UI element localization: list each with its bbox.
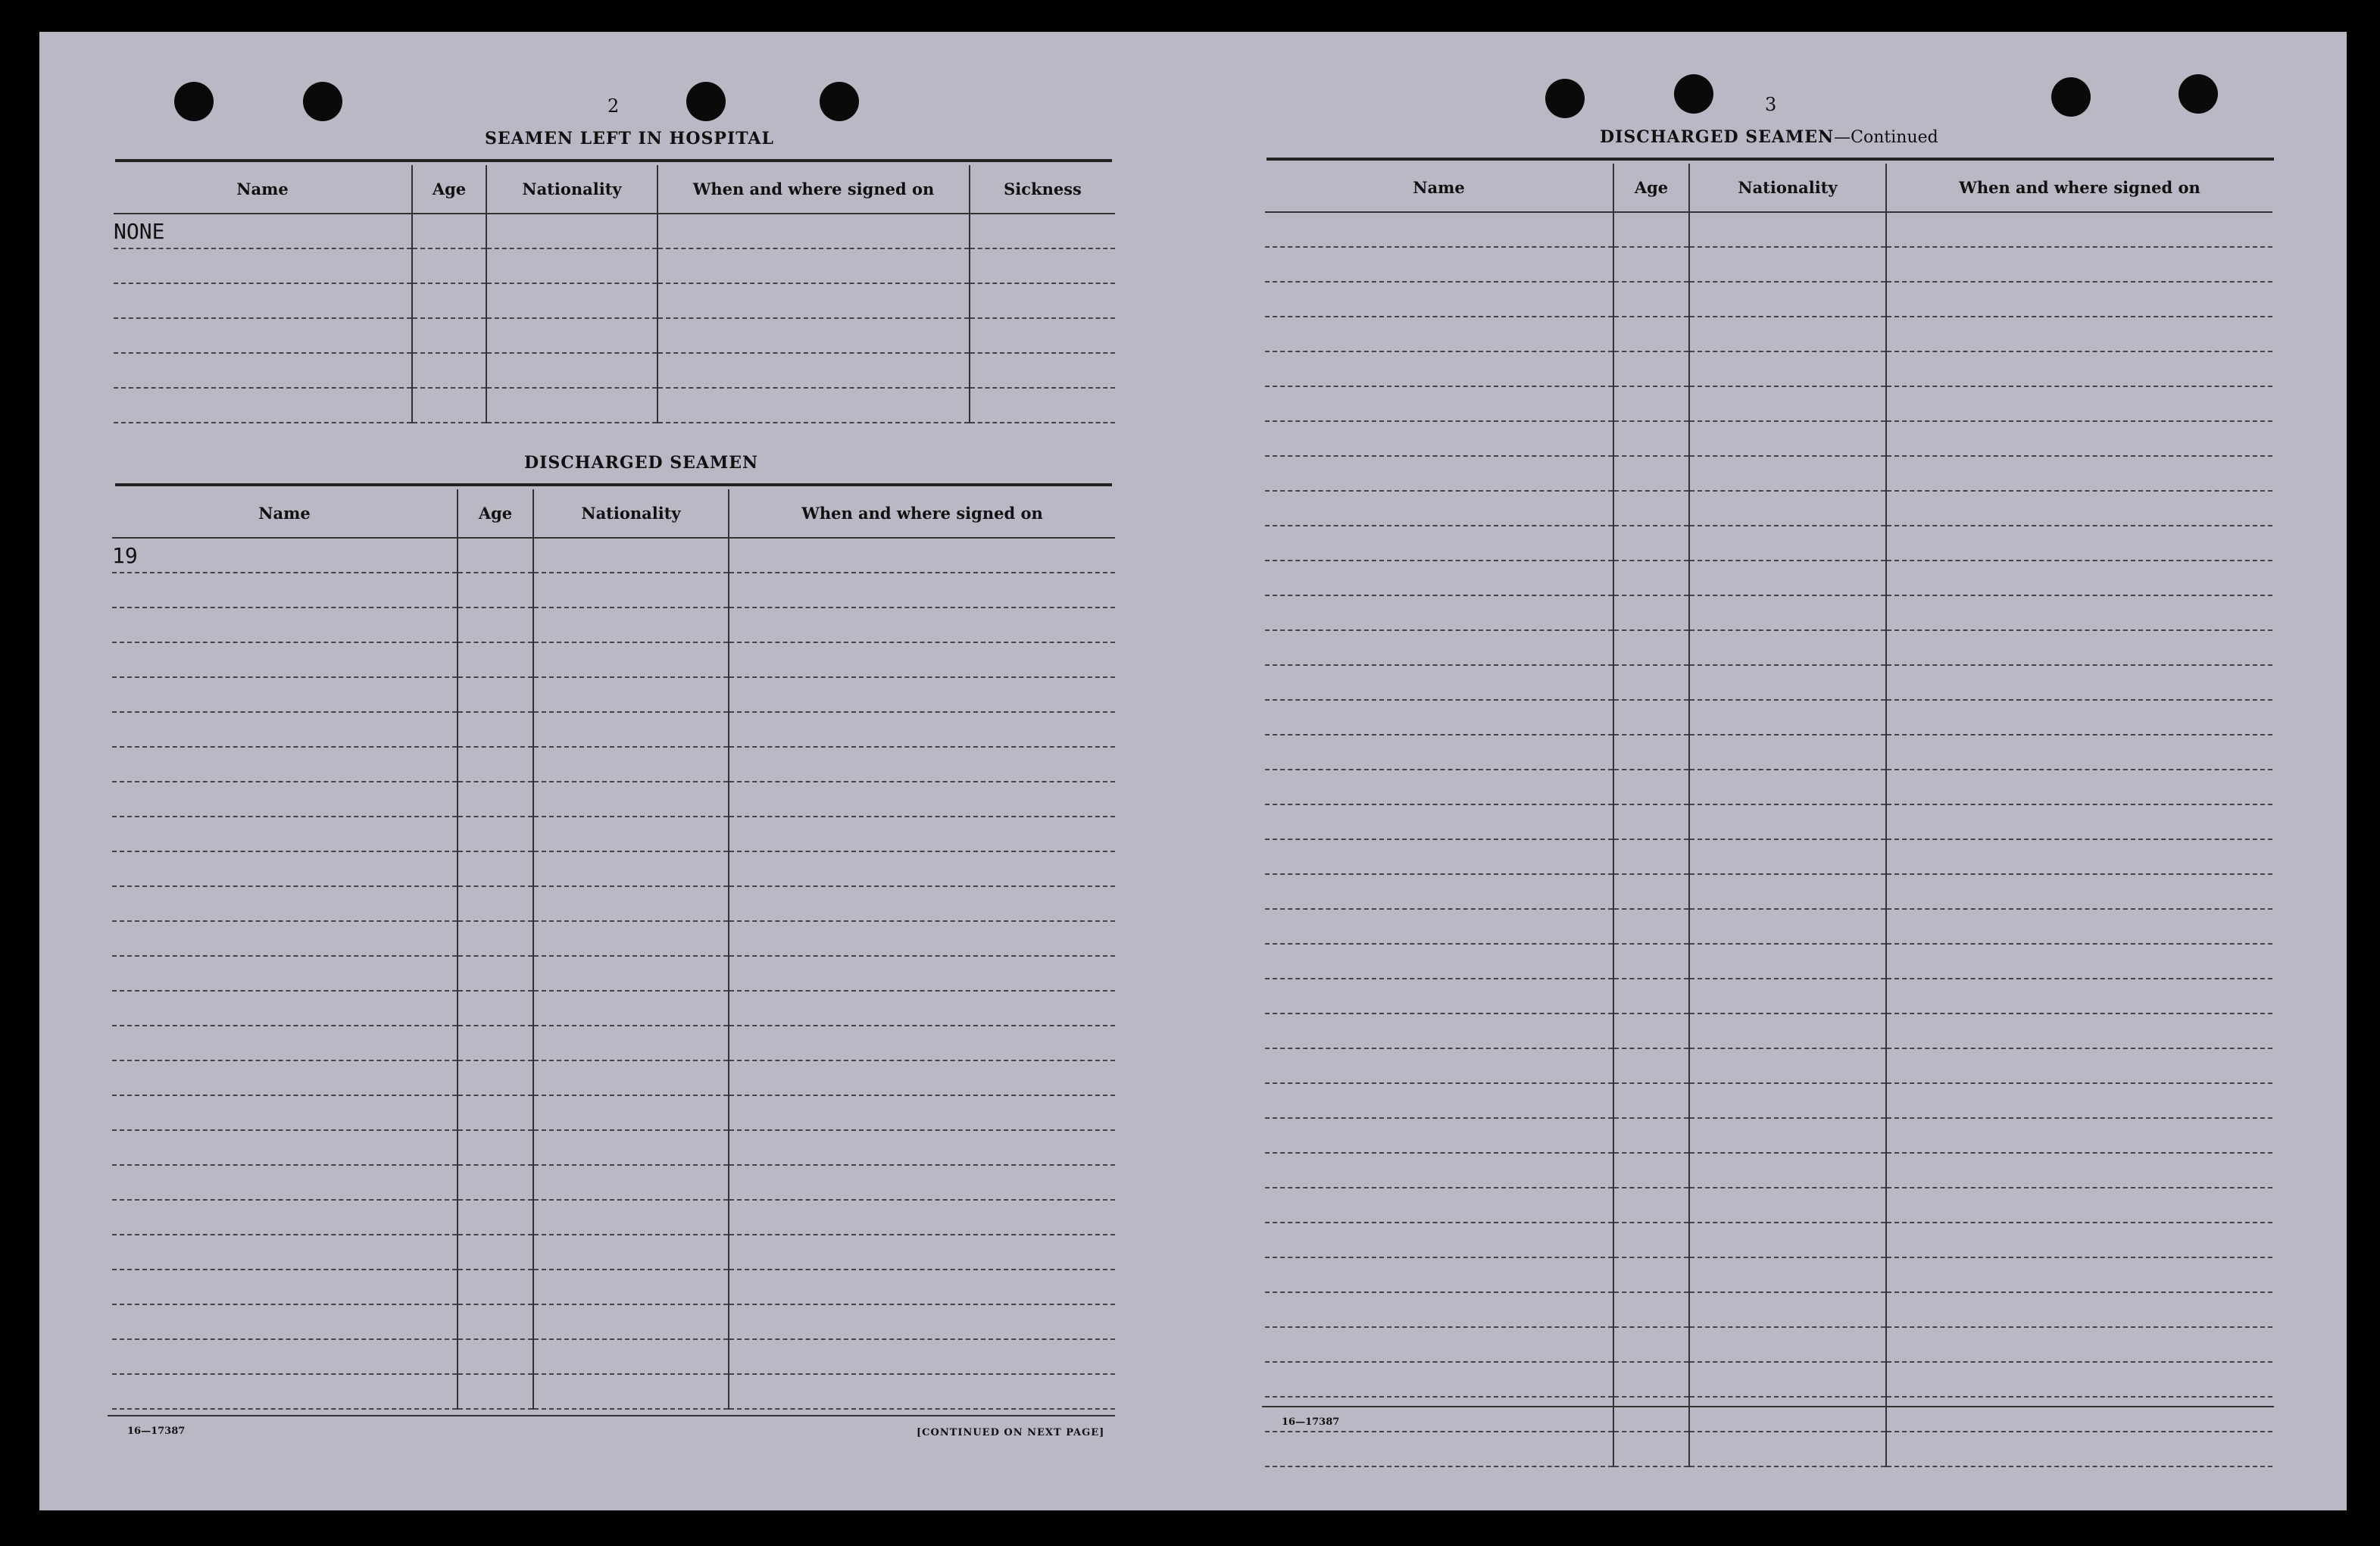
- hospital-section-title: SEAMEN LEFT IN HOSPITAL: [485, 129, 774, 148]
- title-main: DISCHARGED SEAMEN: [1600, 127, 1835, 147]
- discharged-rows: [112, 538, 1115, 1409]
- section-rule: [115, 159, 1112, 162]
- document-scan: [39, 32, 2347, 1510]
- discharged-section-title: DISCHARGED SEAMEN: [524, 453, 759, 473]
- discharged-continued-title: [1600, 127, 1938, 147]
- continued-note: [CONTINUED ON NEXT PAGE]: [917, 1427, 1105, 1438]
- title-continued: —Continued: [1834, 128, 1938, 147]
- form-number-right: 16—17387: [1282, 1416, 1340, 1428]
- column-header-age: Age: [458, 489, 533, 538]
- punch-hole: [174, 82, 214, 121]
- section-rule: [1267, 158, 2274, 161]
- column-header-signed-on: When and where signed on: [729, 489, 1115, 538]
- form-number-left: 16—17387: [127, 1426, 186, 1437]
- typed-entry: 19: [112, 538, 458, 573]
- hospital-rows: [114, 214, 1115, 423]
- column-header-sickness: Sickness: [970, 165, 1115, 214]
- punch-hole: [1674, 74, 1713, 114]
- column-header-name: Name: [1265, 164, 1613, 212]
- column-header-signed-on: When and where signed on: [1886, 164, 2272, 212]
- punch-hole: [2179, 74, 2218, 114]
- punch-hole: [686, 82, 726, 121]
- column-header-name: Name: [112, 489, 458, 538]
- column-header-signed-on: When and where signed on: [657, 165, 970, 214]
- punch-hole: [303, 82, 342, 121]
- column-header-nationality: Nationality: [486, 165, 657, 214]
- bottom-rule: [108, 1415, 1115, 1416]
- column-header-nationality: Nationality: [1689, 164, 1886, 212]
- punch-hole: [1545, 79, 1585, 118]
- discharged-table: [112, 489, 1115, 1410]
- discharged-continued-table: [1265, 164, 2272, 1467]
- column-header-nationality: Nationality: [533, 489, 729, 538]
- bottom-rule: [1262, 1406, 2274, 1407]
- hospital-table: [114, 165, 1115, 423]
- punch-hole: [820, 82, 859, 121]
- page-number-left: 2: [607, 95, 620, 117]
- column-header-age: Age: [1613, 164, 1689, 212]
- punch-hole: [2051, 77, 2091, 117]
- section-rule: [115, 483, 1112, 486]
- page-number-right: 3: [1765, 94, 1777, 115]
- typed-entry: NONE: [114, 214, 412, 248]
- column-header-age: Age: [412, 165, 486, 214]
- discharged-continued-rows: [1265, 212, 2272, 1466]
- column-header-name: Name: [114, 165, 412, 214]
